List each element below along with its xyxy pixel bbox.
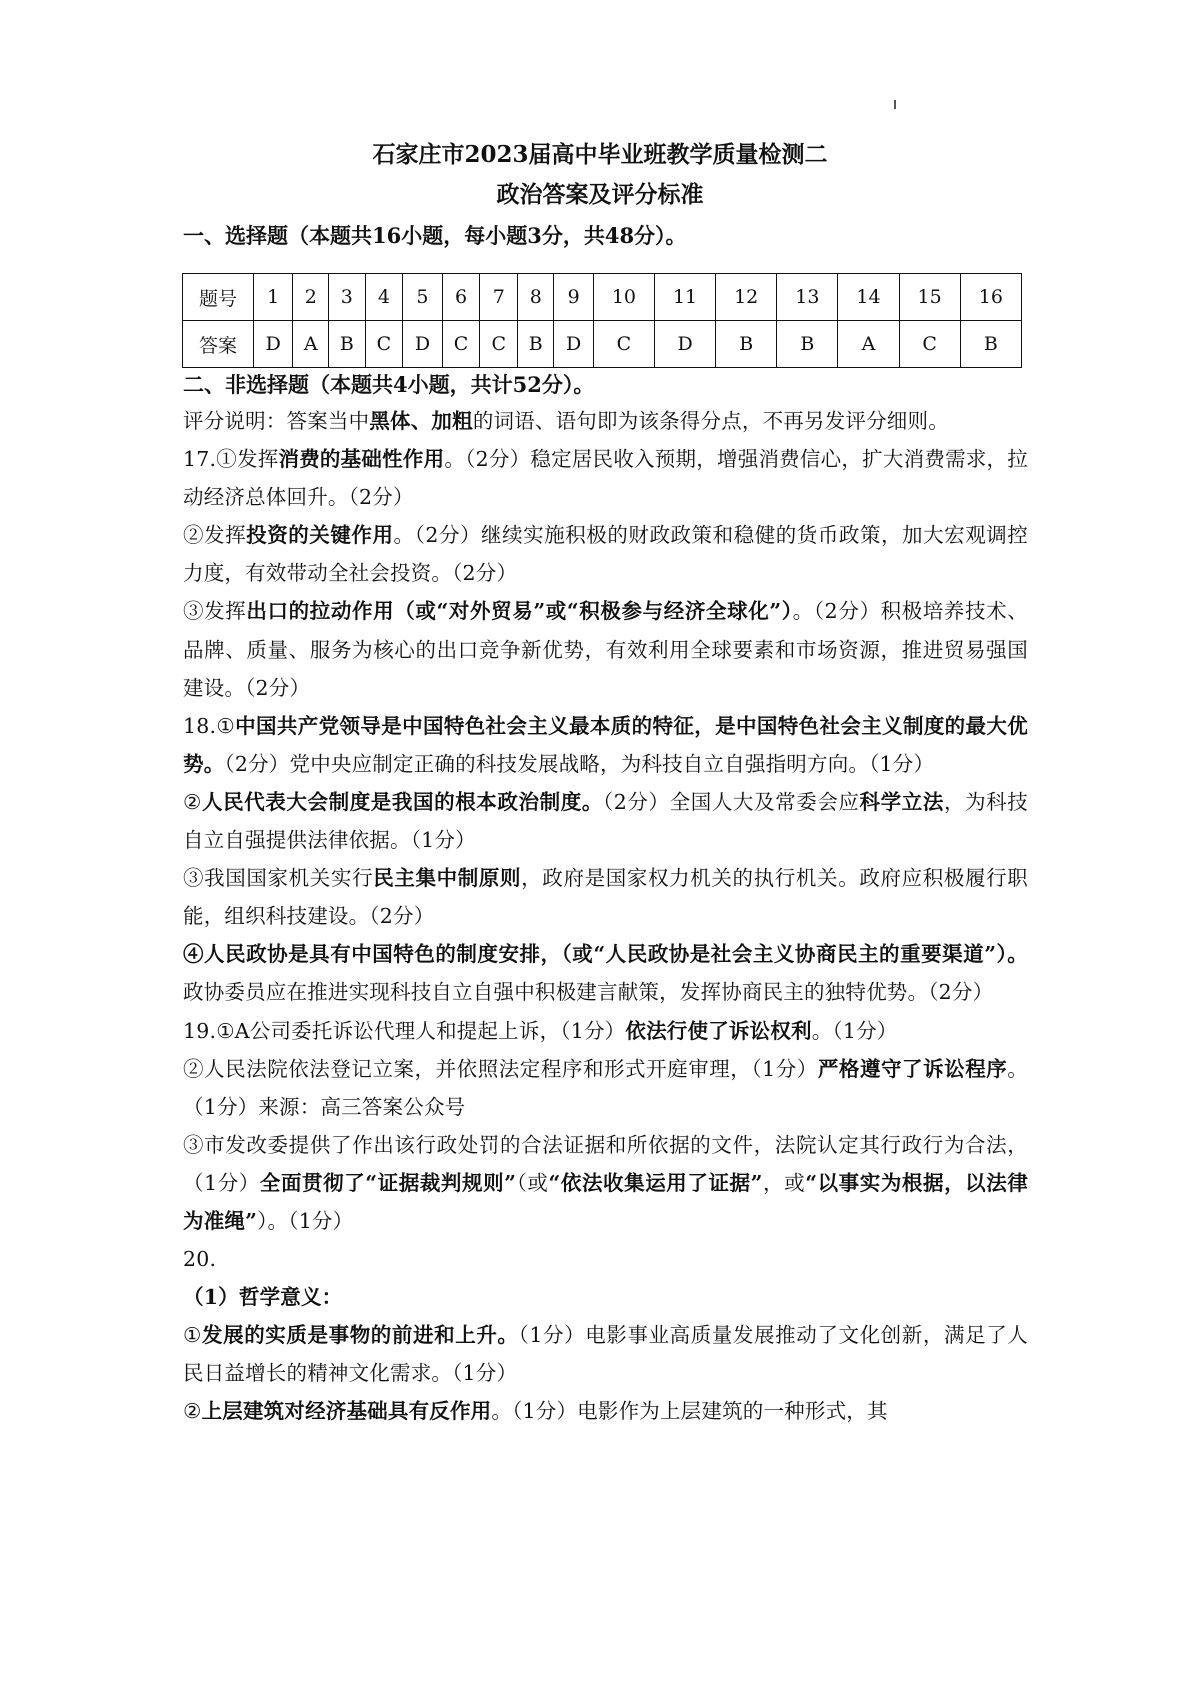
row-label-answer: 答案 [183, 321, 254, 368]
text-run: ，为科技自立自强提供法律依据。（1分） [183, 789, 1028, 853]
bold-scoring-point: ④人民政协是具有中国特色的制度安排，（或“人民政协是社会主义协商民主的重要渠道”）。 [183, 942, 1028, 967]
text-run: 。（1分）来源：高三答案公众号 [183, 1056, 1028, 1119]
text-run: 17.①发挥 [183, 447, 279, 472]
text-run: ②发挥 [183, 523, 247, 548]
section-1-heading: 一、选择题（本题共16小题，每小题3分，共48分）。 [183, 223, 687, 248]
text-run: 评分说明：答案当中 [183, 409, 370, 433]
text-run: ③市发改委提供了作出该行政处罚的合法证据和所依据的文件，法院认定其行政行为合法，（1分） [183, 1132, 1028, 1195]
answer-cell: B [329, 321, 365, 368]
bold-scoring-point: 依法行使了诉讼权利 [625, 1018, 812, 1043]
text-run: 18.① [183, 713, 236, 738]
text-run: ）。（1分） [257, 1208, 354, 1233]
answer-paragraph [183, 783, 1028, 859]
text-run: 。（2分）继续实施积极的财政政策和稳健的货币政策，加大宏观调控力度，有效带动全社会投资。（2分） [183, 523, 1028, 586]
bold-scoring-point: 科学立法 [859, 789, 944, 814]
answer-cell: D [254, 321, 293, 368]
bold-scoring-point: 消费的基础性作用 [278, 447, 445, 472]
scoring-note [183, 402, 1028, 440]
question-number: 12 [716, 274, 777, 321]
answer-cell: C [365, 321, 403, 368]
bold-scoring-point: 出口的拉动作用（或“对外贸易”或“积极参与经济全球化”） [246, 599, 793, 624]
text-run: 20. [183, 1247, 217, 1272]
text-run: 。（2分）稳定居民收入预期，增强消费信心，扩大消费需求，拉动经济总体回升。（2分） [183, 447, 1028, 510]
question-number: 11 [654, 274, 715, 321]
answer-paragraph [183, 1050, 1028, 1126]
answer-cell: B [518, 321, 554, 368]
bold-scoring-point: 发展的实质是事物的前进和上升。 [201, 1323, 519, 1348]
question-number: 8 [518, 274, 554, 321]
bold-scoring-point: 上层建筑对经济基础具有反作用 [201, 1399, 492, 1424]
text-run: 19.①A公司委托诉讼代理人和提起上诉，（1分） [183, 1018, 626, 1043]
question-number: 6 [442, 274, 480, 321]
answer-cell: C [899, 321, 960, 368]
answer-cell: B [960, 321, 1021, 368]
text-run: ① [183, 1323, 202, 1348]
question-number: 5 [403, 274, 442, 321]
question-number: 2 [293, 274, 329, 321]
text-run: 。（2分）积极培养技术、品牌、质量、服务为核心的出口竞争新优势，有效利用全球要素和市场资源，推进贸易强国建设。（2分） [183, 599, 1028, 700]
answer-paragraph [183, 935, 1028, 1011]
bold-scoring-point: 中国共产党领导是中国特色社会主义最本质的特征，是中国特色社会主义制度的最大优势。 [183, 713, 1028, 776]
text-run: （或 [516, 1170, 549, 1195]
question-number: 10 [593, 274, 654, 321]
answer-cell: C [480, 321, 518, 368]
question-number: 15 [899, 274, 960, 321]
answer-paragraph [183, 1392, 1028, 1430]
bold-scoring-point: 严格遵守了诉讼程序 [817, 1056, 1008, 1081]
bold-scoring-point: “依法收集运用了证据” [548, 1170, 763, 1195]
question-number: 16 [960, 274, 1021, 321]
answer-paragraph [183, 707, 1028, 783]
answer-row [183, 321, 1022, 368]
answer-paragraph [183, 1126, 1028, 1240]
answer-cell: D [654, 321, 715, 368]
document-title: 石家庄市2023届高中毕业班教学质量检测二 [372, 141, 828, 168]
question-number: 1 [254, 274, 293, 321]
text-run: 。（1分） [811, 1018, 898, 1043]
text-run: ③发挥 [183, 599, 247, 624]
document-subtitle: 政治答案及评分标准 [496, 181, 704, 208]
text-run: ②人民法院依法登记立案，并依照法定程序和形式开庭审理，（1分） [183, 1056, 818, 1081]
text-run: （2分）全国人大及常委会应 [602, 789, 860, 814]
answer-paragraph [183, 516, 1028, 592]
answer-paragraph [183, 859, 1028, 935]
answer-cell: C [442, 321, 480, 368]
answer-cell: A [293, 321, 329, 368]
answer-body [183, 402, 1028, 1431]
bold-scoring-point: 民主集中制原则 [373, 866, 522, 891]
question-number: 13 [777, 274, 838, 321]
answer-cell: C [593, 321, 654, 368]
answer-paragraph [183, 1278, 1028, 1316]
answer-cell: D [554, 321, 593, 368]
bold-scoring-point: 人民代表大会制度是我国的根本政治制度。 [201, 789, 603, 814]
question-number: 3 [329, 274, 365, 321]
text-run: ③我国国家机关实行 [183, 866, 374, 891]
answer-paragraph [183, 1316, 1028, 1392]
text-run: ，或 [762, 1170, 806, 1195]
answer-paragraph [183, 1012, 1028, 1050]
bold-scoring-point: 全面贯彻了“证据裁判规则” [259, 1170, 517, 1195]
text-run: 政协委员应在推进实现科技自立自强中积极建言献策，发挥协商民主的独特优势。（2分） [183, 980, 994, 1005]
text-run: ，政府是国家权力机关的执行机关。政府应积极履行职能，组织科技建设。（2分） [183, 866, 1028, 929]
text-run: （1分）电影事业高质量发展推动了文化创新，满足了人民日益增长的精神文化需求。（1分） [183, 1323, 1028, 1386]
question-number: 7 [480, 274, 518, 321]
text-run: 的词语、语句即为该条得分点，不再另发评分细则。 [472, 409, 949, 433]
question-number: 14 [838, 274, 899, 321]
text-run: ② [183, 1399, 202, 1424]
bold-scoring-point: “以事实为根据，以法律为准绳” [183, 1170, 1029, 1233]
text-run: ② [183, 789, 202, 814]
answer-table [182, 273, 1022, 368]
row-label-number: 题号 [183, 274, 254, 321]
answer-paragraph [183, 1240, 1028, 1278]
question-number-row [183, 274, 1022, 321]
answer-cell: A [838, 321, 899, 368]
bold-scoring-point: 投资的关键作用 [246, 523, 394, 548]
answer-cell: B [777, 321, 838, 368]
answer-paragraph [183, 440, 1028, 516]
answer-cell: D [403, 321, 442, 368]
question-number: 4 [365, 274, 403, 321]
bold-scoring-point: 黑体、加粗 [369, 409, 473, 433]
answer-cell: B [716, 321, 777, 368]
bold-scoring-point: （1）哲学意义： [183, 1285, 343, 1310]
text-run: （2分）党中央应制定正确的科技发展战略，为科技自立自强指明方向。（1分） [224, 751, 935, 776]
answer-paragraph [183, 592, 1028, 706]
text-run: 。（1分）电影作为上层建筑的一种形式，其 [491, 1399, 888, 1424]
question-number: 9 [554, 274, 593, 321]
scan-mark [894, 100, 896, 109]
section-2-heading: 二、非选择题（本题共4小题，共计52分）。 [183, 372, 595, 397]
